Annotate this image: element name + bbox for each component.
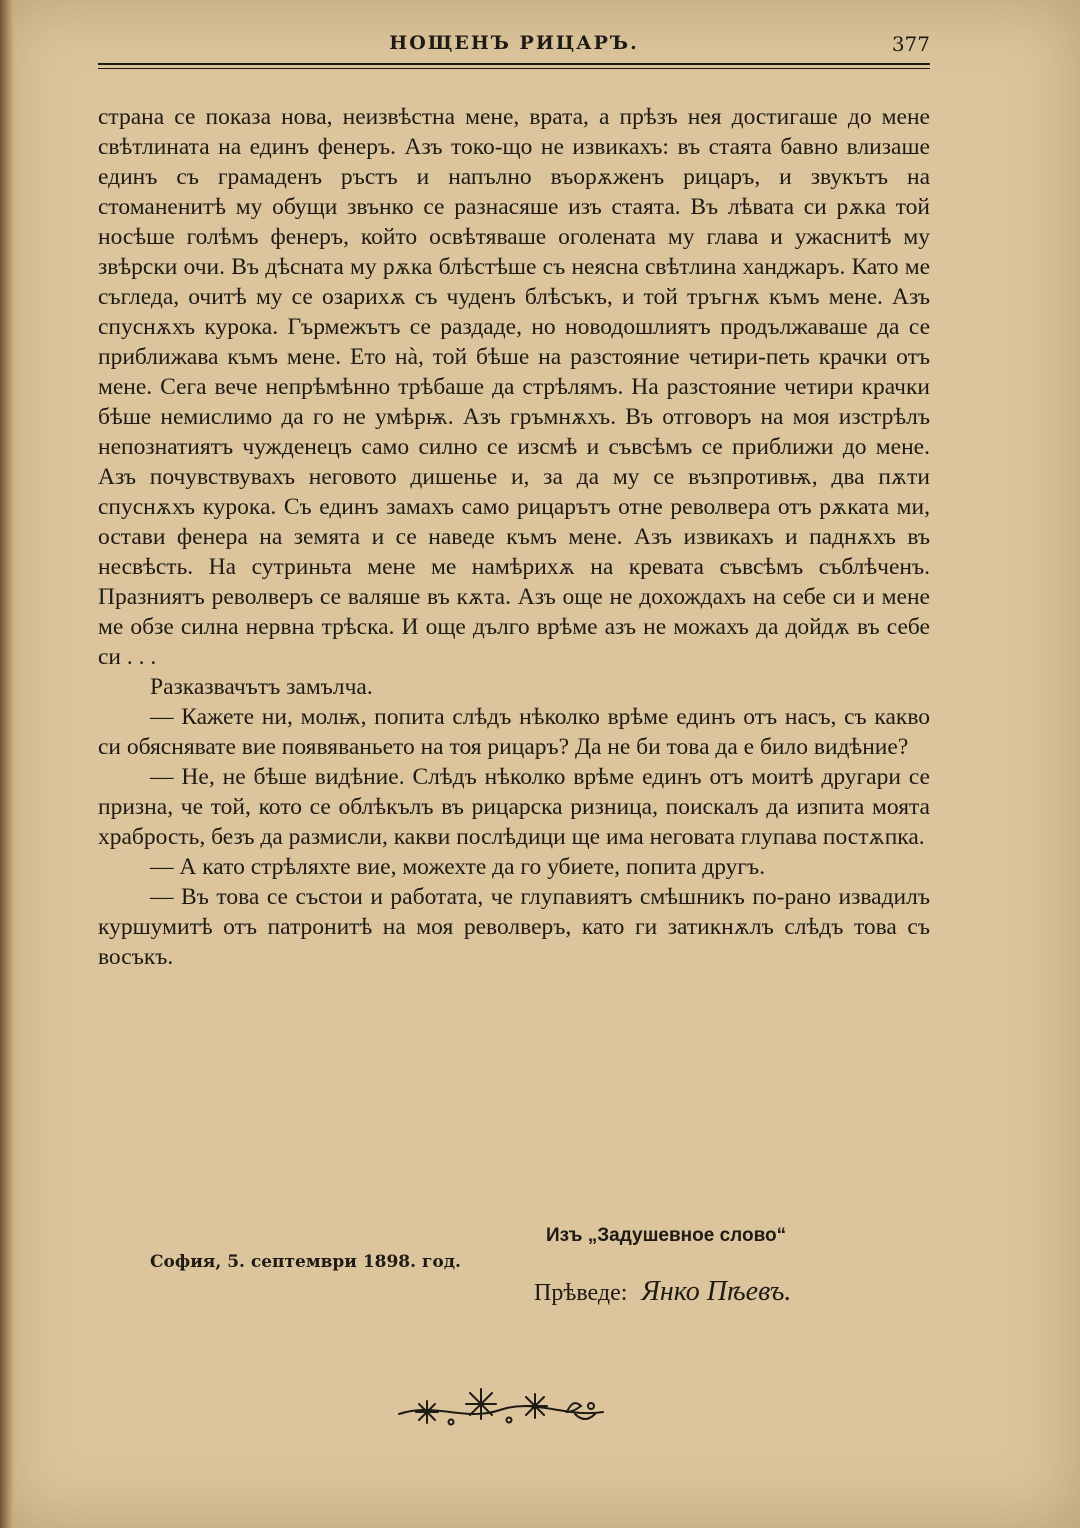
translated-by-label: Прѣведе: [534, 1280, 628, 1306]
floral-vignette-icon [395, 1382, 610, 1434]
translator-credit [534, 1276, 791, 1308]
paragraph-second-question: — А като стрѣляхте вие, можехте да го убиете, попита другъ. [150, 854, 766, 880]
paragraph-narration: страна се показа нова, неизвѣстна мене, врата, а прѣзъ нея достигаше до мене свѣтлината на единъ фенеръ. Азъ токо-що не извикахъ: въ стаята бавно влизаше единъ съ грамаденъ ръстъ и напълно въорѫженъ рицаръ, и звукътъ на стоманенитѣ му обущи звънко се разнасяше изъ стаята. Въ лѣвата си рѫка той носѣше голѣмъ фенеръ, който освѣтяваше оголената му глава и ужаснитѣ му звѣрски очи. Въ дѣсната му рѫка блѣстѣше съ неясна свѣтлина ханджаръ. Като ме съгледа, очитѣ му се озарихѫ съ чуденъ блѣсъкъ, и той тръгнѫ къмъ мене. Азъ спуснѫхъ курока. Гърмежътъ се раздаде, но новодошлиятъ продължаваше да се приближава къмъ мене. Ето нà, той бѣше на разстояние четири-петь крачки отъ мене. Сега вече непрѣмѣнно трѣбаше да стрѣлямъ. На разстояние четири крачки бѣше немислимо да го не умѣрѭ. Азъ гръмнѫхъ. Въ отговоръ на моя изстрѣлъ непознатиятъ чужденецъ само силно се изсмѣ и съвсѣмъ се приближи до мене. Азъ почувствувахъ неговото дишенье и, за да му се възпротивѭ, два пѫти спуснѫхъ курока. Съ единъ замахъ само рицарътъ отне револвера отъ рѫката ми, остави фенера на земята и се наведе къмъ мене. Азъ извикахъ и паднѫхъ въ несвѣсть. На сутриньта мене ме намѣрихѫ на кревата съвсѣмъ съблѣченъ. Празниятъ револверъ се валяше въ кѫта. Азъ още не дохождахъ на себе си и мене ме обзе силна нервна трѣска. И още дълго врѣме азъ не можахъ да дойдѫ въ себе си . . . [98, 104, 930, 670]
running-title: НОЩЕНЪ РИЦАРЪ. [389, 32, 639, 54]
story-text [98, 102, 930, 972]
page-number: 377 [891, 32, 930, 56]
header-rule-thick [98, 63, 930, 65]
paragraph-conclusion: — Въ това се състои и работата, че глупавиятъ смѣшникъ по-рано извадилъ куршумитѣ отъ патронитѣ на моя револверъ, като ги затикнѫлъ слѣдъ това съ восъкъ. [98, 884, 930, 970]
header-rule-thin [98, 68, 930, 69]
dateline: София, 5. септември 1898. год. [150, 1252, 461, 1272]
paragraph-question: — Кажете ни, молѭ, попита слѣдъ нѣколко врѣме единъ отъ насъ, съ какво си обяснявате вие появяваньето на тоя рицаръ? Да не би това да е било видѣние? [98, 704, 930, 760]
paragraph-narrator-silent: Разказвачътъ замълча. [150, 674, 373, 700]
page-binding-edge [0, 0, 14, 1528]
running-header [98, 30, 930, 60]
source-attribution: Изъ „Задушевное слово“ [546, 1225, 787, 1246]
paragraph-answer: — Не, не бѣше видѣние. Слѣдъ нѣколко врѣме единъ отъ моитѣ другари се призна, че той, кото се облѣкълъ въ рицарска ризница, поискалъ да изпита моята храбрость, безъ да размисли, какви послѣдици ще има неговата глупава постѫпка. [98, 764, 930, 850]
translator-name: Янко Пѣевъ. [641, 1276, 792, 1307]
